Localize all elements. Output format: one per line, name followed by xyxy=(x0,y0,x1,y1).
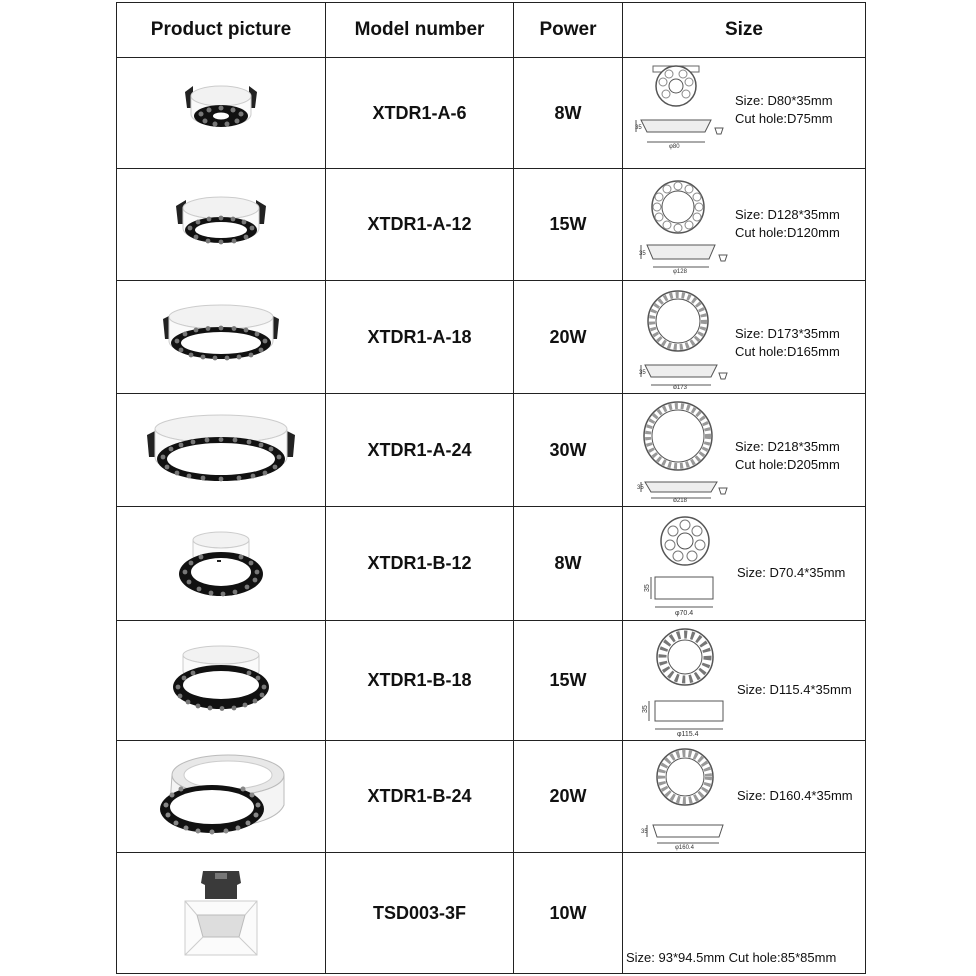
height-label: 35 xyxy=(635,125,642,131)
size-text xyxy=(737,564,845,582)
dimension-drawing xyxy=(631,285,731,389)
height-label: 35 xyxy=(641,829,648,835)
table-row xyxy=(117,507,866,621)
diameter-label: φ218 xyxy=(673,498,687,502)
model-number: XTDR1-B-24 xyxy=(326,741,514,853)
header-model: Model number xyxy=(326,3,514,58)
size-text xyxy=(737,681,852,699)
size-cell xyxy=(623,169,866,281)
size-dimension: Size: 93*94.5mm Cut hole:85*85mm xyxy=(626,950,837,965)
model-number: XTDR1-A-24 xyxy=(326,394,514,507)
table-row xyxy=(117,169,866,281)
size-text xyxy=(735,92,833,128)
model-number: XTDR1-A-12 xyxy=(326,169,514,281)
size-dimension: Size: D128*35mm xyxy=(735,207,840,222)
dimension-drawing xyxy=(631,625,735,737)
diameter-label: φ128 xyxy=(673,269,687,275)
table-row xyxy=(117,281,866,394)
size-text xyxy=(735,206,840,242)
dimension-drawing xyxy=(631,173,731,277)
product-picture xyxy=(117,507,326,621)
power-value: 20W xyxy=(514,741,623,853)
cut-hole: Cut hole:D120mm xyxy=(735,225,840,240)
size-cell xyxy=(623,281,866,394)
power-value: 10W xyxy=(514,853,623,974)
round-downlight-24-lens-icon xyxy=(141,405,301,495)
size-cell xyxy=(623,507,866,621)
dimension-drawing xyxy=(631,745,735,853)
power-value: 30W xyxy=(514,394,623,507)
size-dimension: Size: D70.4*35mm xyxy=(737,565,846,580)
size-cell xyxy=(623,741,866,853)
surface-ring-12-lens-icon xyxy=(171,524,271,604)
size-cell xyxy=(623,853,866,974)
model-number: XTDR1-A-18 xyxy=(326,281,514,394)
size-text xyxy=(735,438,840,474)
size-text xyxy=(737,787,853,805)
table-row xyxy=(117,394,866,507)
power-value: 15W xyxy=(514,621,623,741)
product-picture xyxy=(117,281,326,394)
round-downlight-6-lens-icon xyxy=(171,78,271,148)
product-picture xyxy=(117,853,326,974)
height-label: 35 xyxy=(639,370,646,376)
size-cell xyxy=(623,58,866,169)
header-power: Power xyxy=(514,3,623,58)
dimension-drawing xyxy=(631,511,731,619)
square-spot-downlight-icon xyxy=(171,863,271,963)
model-number: XTDR1-B-18 xyxy=(326,621,514,741)
model-number: TSD003-3F xyxy=(326,853,514,974)
cut-hole: Cut hole:D165mm xyxy=(735,344,840,359)
diameter-label: φ160.4 xyxy=(675,845,694,851)
size-dimension: Size: D173*35mm xyxy=(735,326,840,341)
size-text xyxy=(735,325,840,361)
size-cell xyxy=(623,394,866,507)
cut-hole: Cut hole:D75mm xyxy=(735,111,833,126)
header-size: Size xyxy=(623,3,866,58)
height-label: 35 xyxy=(642,705,649,713)
height-label: 35 xyxy=(639,251,646,257)
power-value: 15W xyxy=(514,169,623,281)
round-downlight-12-lens-icon xyxy=(166,190,276,260)
product-picture xyxy=(117,394,326,507)
power-value: 8W xyxy=(514,507,623,621)
height-label: 35 xyxy=(637,485,644,491)
diameter-label: φ80 xyxy=(669,144,680,150)
spec-table xyxy=(116,2,866,974)
size-dimension: Size: D160.4*35mm xyxy=(737,788,853,803)
model-number: XTDR1-A-6 xyxy=(326,58,514,169)
size-dimension: Size: D218*35mm xyxy=(735,439,840,454)
diameter-label: φ70.4 xyxy=(675,610,694,617)
table-row xyxy=(117,58,866,169)
product-picture xyxy=(117,741,326,853)
dimension-drawing xyxy=(631,62,731,162)
power-value: 20W xyxy=(514,281,623,394)
size-dimension: Size: D80*35mm xyxy=(735,93,833,108)
header-row xyxy=(117,3,866,58)
product-picture xyxy=(117,621,326,741)
cut-hole: Cut hole:D205mm xyxy=(735,457,840,472)
surface-ring-24-lens-icon xyxy=(146,747,296,847)
diameter-label: φ173 xyxy=(673,385,687,389)
power-value: 8W xyxy=(514,58,623,169)
model-number: XTDR1-B-12 xyxy=(326,507,514,621)
surface-ring-18-lens-icon xyxy=(166,641,276,721)
round-downlight-18-lens-icon xyxy=(151,297,291,377)
product-picture xyxy=(117,58,326,169)
header-picture: Product picture xyxy=(117,3,326,58)
dimension-drawing xyxy=(631,398,731,502)
product-picture xyxy=(117,169,326,281)
height-label: 35 xyxy=(644,584,651,592)
diameter-label: φ115.4 xyxy=(677,731,699,737)
table-row xyxy=(117,621,866,741)
table-row xyxy=(117,853,866,974)
size-dimension: Size: D115.4*35mm xyxy=(737,682,852,697)
table-row xyxy=(117,741,866,853)
size-cell xyxy=(623,621,866,741)
